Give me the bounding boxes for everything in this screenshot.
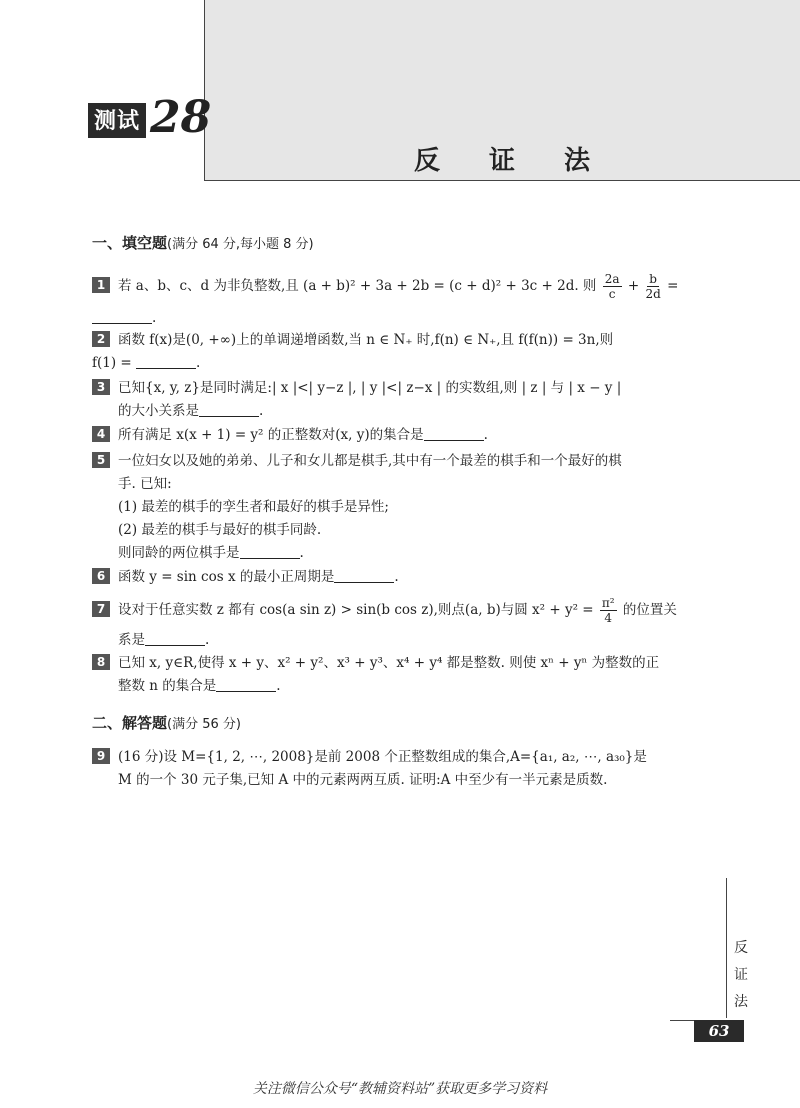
fraction: $\frac{b}{2d}$ <box>645 272 661 301</box>
question-5: 5 一位妇女以及她的弟弟、儿子和女儿都是棋手,其中有一个最差的棋手和一个最好的棋 手. 已知: (1) 最差的棋手的孪生者和最好的棋手是异性; (2) 最差的棋手与最好的棋手同龄. 则同龄的两位棋手是 . <box>92 450 712 565</box>
side-rule <box>726 878 727 1018</box>
answer-blank[interactable] <box>334 568 394 583</box>
question-1: 1 若 a、b、c、d 为非负整数,且 (a + b)² + 3a + 2b = (c + d)² + 3c + 2d. 则 $\frac{2a}{c}$ + $\frac{b}{2d}$ = . <box>92 272 712 330</box>
question-9: 9 (16 分)设 M={1, 2, ⋯, 2008}是前 2008 个正整数组成的集合,A={a₁, a₂, ⋯, a₃₀}是 M 的一个 30 元子集,已知 A 中的元素两两互质. 证明:A 中至少有一半元素是质数. <box>92 746 712 792</box>
question-number: 9 <box>92 748 110 764</box>
question-number: 6 <box>92 568 110 584</box>
answer-blank[interactable] <box>145 631 205 646</box>
fraction: $\frac{\text{π²}}{4}$ <box>601 596 615 625</box>
test-number: 28 <box>150 92 212 143</box>
answer-blank[interactable] <box>199 402 259 417</box>
side-chapter-label: 反 证 法 <box>734 940 748 1010</box>
section-fill-in-title: 一、填空题 <box>92 234 168 252</box>
test-word: 测试 <box>88 103 146 138</box>
question-3: 3 已知{x, y, z}是同时满足:| x |<| y−z |, | y |<| z−x | 的实数组,则 | z | 与 | x − y | 的大小关系是 . <box>92 377 712 423</box>
section-essay-title: 二、解答题 <box>92 714 168 732</box>
question-7: 7 设对于任意实数 z 都有 cos(a sin z) > sin(b cos z),则点(a, b)与圆 x² + y² = $\frac{\text{π²}}{4}$ 的位置关 系是 . <box>92 596 712 652</box>
question-2: 2 函数 f(x)是(0, +∞)上的单调递增函数,当 n ∈ N₊ 时,f(n) ∈ N₊,且 f(f(n)) = 3n,则 f(1) = . <box>92 332 614 371</box>
answer-blank[interactable] <box>240 544 300 559</box>
question-number: 1 <box>92 277 110 293</box>
question-number: 2 <box>92 331 110 347</box>
section-essay-note: (满分 56 分) <box>167 717 241 732</box>
question-number: 5 <box>92 452 110 468</box>
question-number: 7 <box>92 601 110 617</box>
answer-blank[interactable] <box>92 309 152 324</box>
question-4: 4 所有满足 x(x + 1) = y² 的正整数对(x, y)的集合是 . <box>92 424 712 447</box>
page-number: 63 <box>694 1020 744 1042</box>
answer-blank[interactable] <box>216 677 276 692</box>
section-fill-in <box>92 232 314 253</box>
answer-blank[interactable] <box>136 354 196 369</box>
page-title: 反 证 法 <box>413 146 611 176</box>
test-label <box>88 92 212 143</box>
question-number: 3 <box>92 379 110 395</box>
question-number: 8 <box>92 654 110 670</box>
fraction: $\frac{2a}{c}$ <box>604 272 620 301</box>
answer-blank[interactable] <box>424 426 484 441</box>
footer-note: 关注微信公众号“教辅资料站”获取更多学习资料 <box>252 1081 548 1097</box>
section-essay <box>92 712 241 733</box>
question-number: 4 <box>92 426 110 442</box>
section-fill-in-note: (满分 64 分,每小题 8 分) <box>167 237 314 252</box>
question-8: 8 已知 x, y∈R,使得 x + y、x² + y²、x³ + y³、x⁴ + y⁴ 都是整数. 则使 xⁿ + yⁿ 为整数的正 整数 n 的集合是 . <box>92 652 712 698</box>
question-6: 6 函数 y = sin cos x 的最小正周期是 . <box>92 566 712 589</box>
